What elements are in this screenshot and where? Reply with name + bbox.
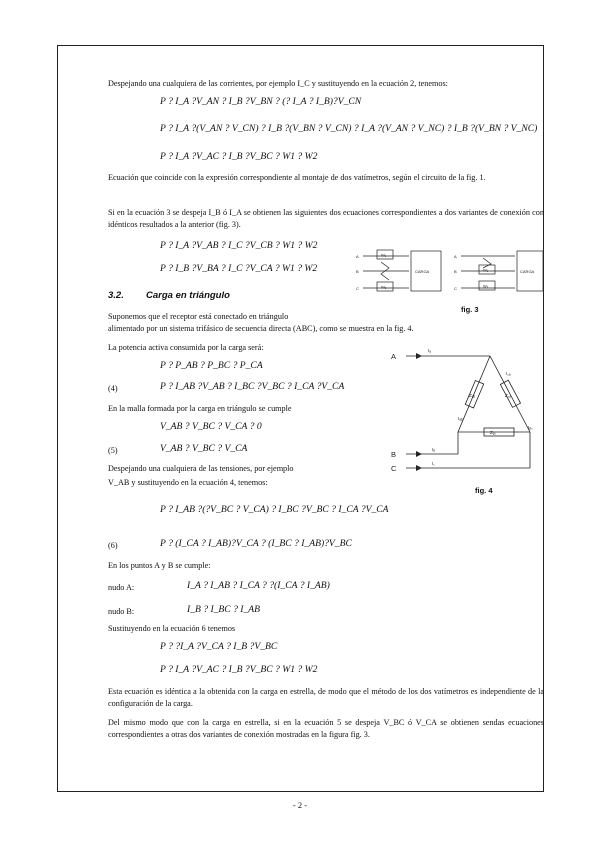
section-number: 3.2. — [108, 290, 124, 301]
eq-number-4: (4) — [108, 384, 118, 393]
fig3-label-a: A — [356, 254, 359, 259]
fig3-label-c: C — [356, 286, 359, 291]
eq-number-6: (6) — [108, 541, 118, 550]
fig4-node-c: C — [391, 464, 397, 473]
equation-8: V_AB ? V_BC ? V_CA ? 0 — [160, 421, 262, 432]
equation-5: P ? I_B ?V_BA ? I_C ?V_CA ? W1 ? W2 — [160, 263, 318, 274]
equation-13: I_B ? I_BC ? I_AB — [187, 604, 261, 615]
fig4-current-ab: Iₐᵦ — [458, 416, 463, 421]
paragraph-7a: Despejando una cualquiera de las tensiones, por ejemplo — [108, 464, 294, 473]
fig4-current-bc: Iᵦ꜀ — [528, 425, 533, 430]
fig3-diagram — [353, 238, 545, 302]
fig3-label-c-right: C — [454, 286, 457, 291]
eq-number-5: (5) — [108, 446, 118, 455]
fig4-current-a: Iₐ — [428, 348, 431, 353]
equation-9: V_AB ? V_BC ? V_CA — [160, 443, 248, 454]
equation-7: P ? I_AB ?V_AB ? I_BC ?V_BC ? I_CA ?V_CA — [160, 381, 345, 392]
paragraph-4a: Suponemos que el receptor está conectado en triángulo — [108, 312, 289, 321]
paragraph-7b: V_AB y sustituyendo en la ecuación 4, tenemos: — [108, 478, 268, 487]
fig4-node-a: A — [391, 352, 397, 361]
fig4-current-ca: I꜀ₐ — [506, 371, 511, 376]
paragraph-11: Del mismo modo que con la carga en estrella, si en la ecuación 5 se despeja V_BC ó V_CA se obtienen sendas ecuaciones correspondientes a otras dos variantes de conexión mostradas en la figura fig. 3. — [108, 718, 544, 739]
nudo-b-label: nudo B: — [108, 607, 135, 616]
fig3-load-right: CARGA — [520, 269, 535, 274]
fig4-node-b: B — [391, 450, 397, 459]
fig3-label-b: B — [356, 269, 359, 274]
equation-15: P ? I_A ?V_AC ? I_B ?V_BC ? W1 ? W2 — [160, 664, 318, 675]
fig3-meter-w1: W₁ — [381, 252, 387, 258]
equation-1: P ? I_A ?V_AN ? I_B ?V_BN ? (? I_A ? I_B)?V_CN — [160, 96, 362, 107]
fig4-caption: fig. 4 — [475, 486, 493, 495]
equation-10: P ? I_AB ?(?V_BC ? V_CA) ? I_BC ?V_BC ? I_CA ?V_CA — [160, 504, 389, 515]
paragraph-1: Despejando una cualquiera de las corrientes, por ejemplo I_C y sustituyendo en la ecuación 2, tenemos: — [108, 79, 448, 88]
paragraph-5: La potencia activa consumida por la carga será: — [108, 343, 264, 352]
fig4-current-b: Iᵦ — [432, 447, 435, 452]
paragraph-3: Si en la ecuación 3 se despeja I_B ó I_A se obtienen las siguientes dos ecuaciones correspondientes a dos variantes de conexión con idénticos resultados a la anterior (fig. 3). — [108, 208, 544, 229]
paragraph-4b: alimentado por un sistema trifásico de secuencia directa (ABC), como se muestra en la fig. 4. — [108, 324, 414, 333]
fig3-label-b-right: B — [454, 269, 457, 274]
fig3-meter-w1-right: W₁ — [483, 267, 489, 273]
equation-11: P ? (I_CA ? I_AB)?V_CA ? (I_BC ? I_AB)?V_BC — [160, 538, 352, 549]
fig4-current-c: I꜀ — [432, 461, 435, 466]
fig4-diagram — [388, 342, 548, 482]
fig4-z-ca: Z꜀ₐ — [505, 393, 511, 398]
fig3-meter-w2: W₂ — [381, 284, 387, 290]
nudo-a-label: nudo A: — [108, 583, 135, 592]
fig3-load-left: CARGA — [415, 269, 430, 274]
equation-12: I_A ? I_AB ? I_CA ? ?(I_CA ? I_AB) — [187, 580, 330, 591]
paragraph-6: En la malla formada por la carga en triángulo se cumple — [108, 404, 292, 413]
paragraph-10: Esta ecuación es idéntica a la obtenida con la carga en estrella, de modo que el método de los dos vatímetros es independiente de la configuración de la carga. — [108, 687, 544, 708]
paragraph-9: Sustituyendo en la ecuación 6 tenemos — [108, 624, 236, 633]
fig3-meter-w2-right: W₂ — [483, 283, 489, 289]
equation-6: P ? P_AB ? P_BC ? P_CA — [160, 360, 263, 371]
page-number: - 2 - — [292, 800, 308, 810]
paragraph-2: Ecuación que coincide con la expresión correspondiente al montaje de dos vatímetros, según el circuito de la fig. 1. — [108, 173, 486, 182]
equation-2: P ? I_A ?(V_AN ? V_CN) ? I_B ?(V_BN ? V_CN) ? I_A ?(V_AN ? V_NC) ? I_B ?(V_BN ? V_NC) — [160, 123, 538, 134]
equation-14: P ? ?I_A ?V_CA ? I_B ?V_BC — [160, 641, 278, 652]
section-title: Carga en triángulo — [146, 290, 230, 301]
fig3-caption: fig. 3 — [461, 305, 479, 314]
equation-4: P ? I_A ?V_AB ? I_C ?V_CB ? W1 ? W2 — [160, 240, 318, 251]
fig4-z-bc: Zᵦ꜀ — [490, 430, 497, 435]
fig3-label-a-right: A — [454, 254, 457, 259]
fig4-z-ab: Zₐᵦ — [469, 393, 476, 398]
equation-3: P ? I_A ?V_AC ? I_B ?V_BC ? W1 ? W2 — [160, 151, 318, 162]
paragraph-8: En los puntos A y B se cumple: — [108, 561, 211, 570]
